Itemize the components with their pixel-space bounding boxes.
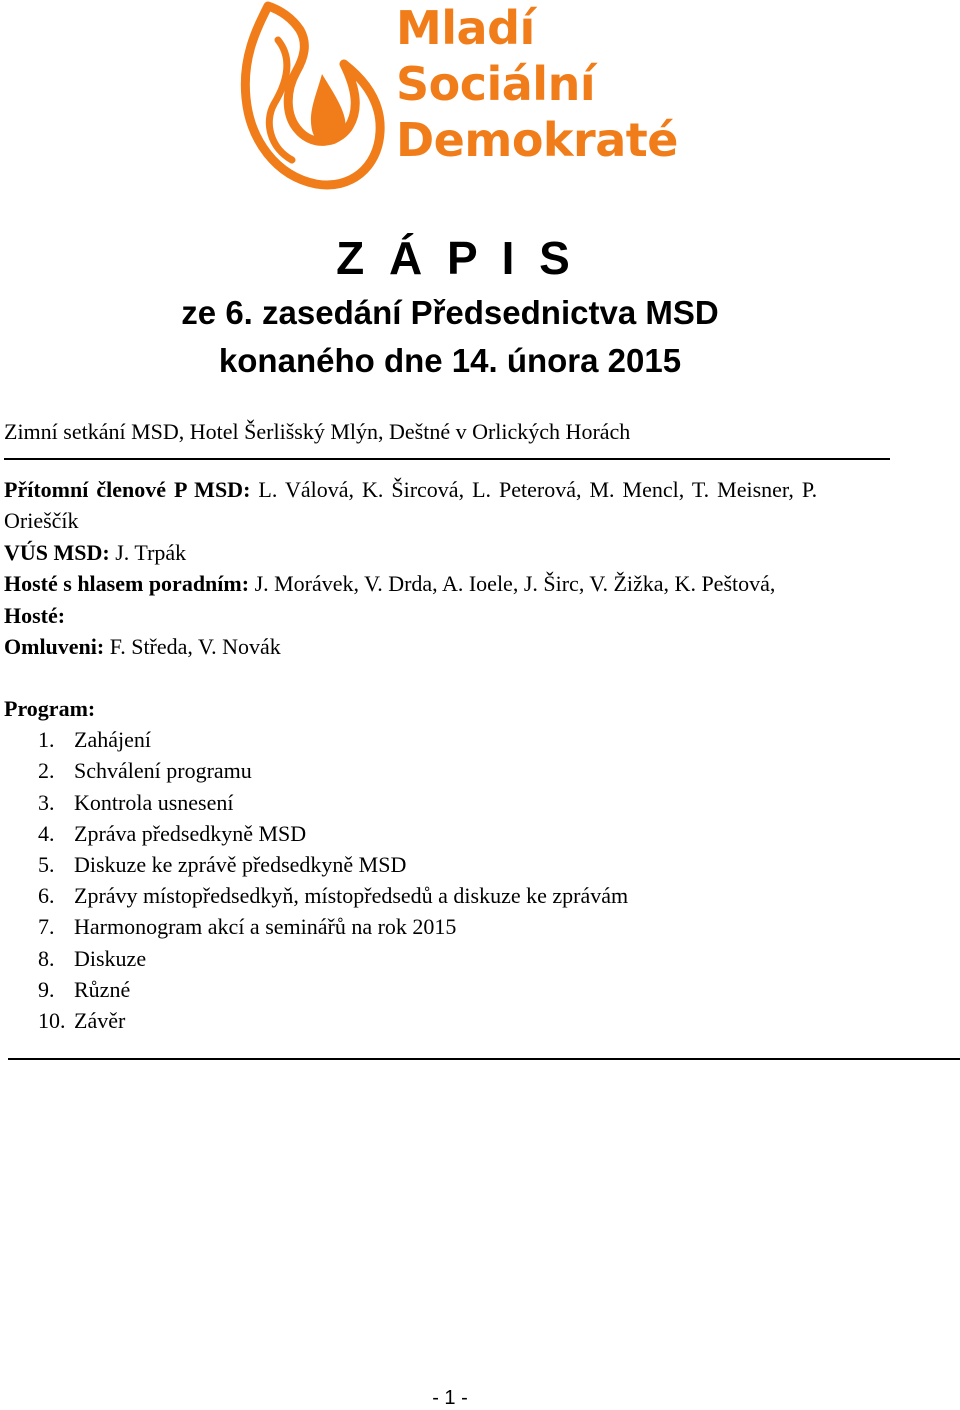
program-item-number: 10. xyxy=(38,1008,66,1034)
guests-label: Hosté: xyxy=(4,602,66,628)
program-heading: Program: xyxy=(4,696,96,721)
program-item-label: Zahájení xyxy=(74,727,151,753)
members-line-cont xyxy=(4,505,904,536)
program-item xyxy=(4,849,628,880)
program-item xyxy=(4,724,628,755)
program-item xyxy=(4,911,628,942)
logo-line-2: Sociální xyxy=(396,57,596,111)
program-item-label: Diskuze xyxy=(74,945,147,971)
program-item-label: Různé xyxy=(74,976,131,1002)
document-subtitle: ze 6. zasedání Předsednictva MSD xyxy=(181,294,719,331)
members-line xyxy=(4,474,904,505)
guests-advisory-label: Hosté s hlasem poradním: xyxy=(4,571,250,597)
document-title: Z Á P I S xyxy=(336,232,576,284)
page-number: - 1 - xyxy=(432,1387,468,1409)
program-item xyxy=(4,880,628,911)
program-item-number: 8. xyxy=(38,945,55,971)
logo xyxy=(238,0,678,190)
members-value-cont: Orieščík xyxy=(4,508,79,534)
logo-text xyxy=(396,0,678,168)
vus-label: VÚS MSD: xyxy=(4,539,110,565)
program-item xyxy=(4,818,628,849)
program-item-label: Kontrola usnesení xyxy=(74,789,234,815)
guests-line xyxy=(4,600,904,631)
program-list xyxy=(4,724,628,1036)
logo-line-3: Demokraté xyxy=(396,113,678,167)
guests-advisory-value: J. Morávek, V. Drda, A. Ioele, J. Širc, V. Žižka, K. Peštová, xyxy=(254,571,776,597)
flame-icon xyxy=(238,0,388,190)
excused-line xyxy=(4,631,904,662)
vus-line xyxy=(4,537,904,568)
meeting-venue: Zimní setkání MSD, Hotel Šerlišský Mlýn, Deštné v Orlických Horách xyxy=(4,419,631,444)
program-item-label: Harmonogram akcí a seminářů na rok 2015 xyxy=(74,914,457,940)
program-item-label: Zprávy místopředsedkyň, místopředsedů a diskuze ke zprávám xyxy=(74,883,629,909)
members-value: L. Válová, K. Šircová, L. Peterová, M. Mencl, T. Meisner, P. xyxy=(258,477,818,502)
excused-label: Omluveni: xyxy=(4,634,105,660)
program-item-label: Diskuze ke zprávě předsedkyně MSD xyxy=(74,852,407,878)
vus-value: J. Trpák xyxy=(115,539,187,565)
program-item-number: 4. xyxy=(38,820,55,846)
program-item-label: Zpráva předsedkyně MSD xyxy=(74,820,307,846)
guests-advisory-line xyxy=(4,568,904,599)
program-item-number: 9. xyxy=(38,976,55,1002)
program-item-number: 6. xyxy=(38,883,55,909)
divider xyxy=(8,1058,960,1060)
program-item xyxy=(4,787,628,818)
program-item-label: Závěr xyxy=(74,1008,126,1034)
program-item-number: 2. xyxy=(38,758,55,784)
program-item-number: 3. xyxy=(38,789,55,815)
program-section xyxy=(4,693,628,1036)
program-item xyxy=(4,755,628,786)
logo-line-1: Mladí xyxy=(396,1,535,55)
program-item xyxy=(4,974,628,1005)
attendance-section xyxy=(4,474,904,662)
program-item xyxy=(4,1005,628,1036)
divider xyxy=(4,458,890,460)
program-item-number: 5. xyxy=(38,852,55,878)
program-item xyxy=(4,943,628,974)
members-label: Přítomní členové P MSD: xyxy=(4,477,251,502)
excused-value: F. Středa, V. Novák xyxy=(109,634,281,660)
program-item-number: 7. xyxy=(38,914,55,940)
program-item-number: 1. xyxy=(38,727,55,753)
program-item-label: Schválení programu xyxy=(74,758,252,784)
document-date: konaného dne 14. února 2015 xyxy=(218,342,682,379)
